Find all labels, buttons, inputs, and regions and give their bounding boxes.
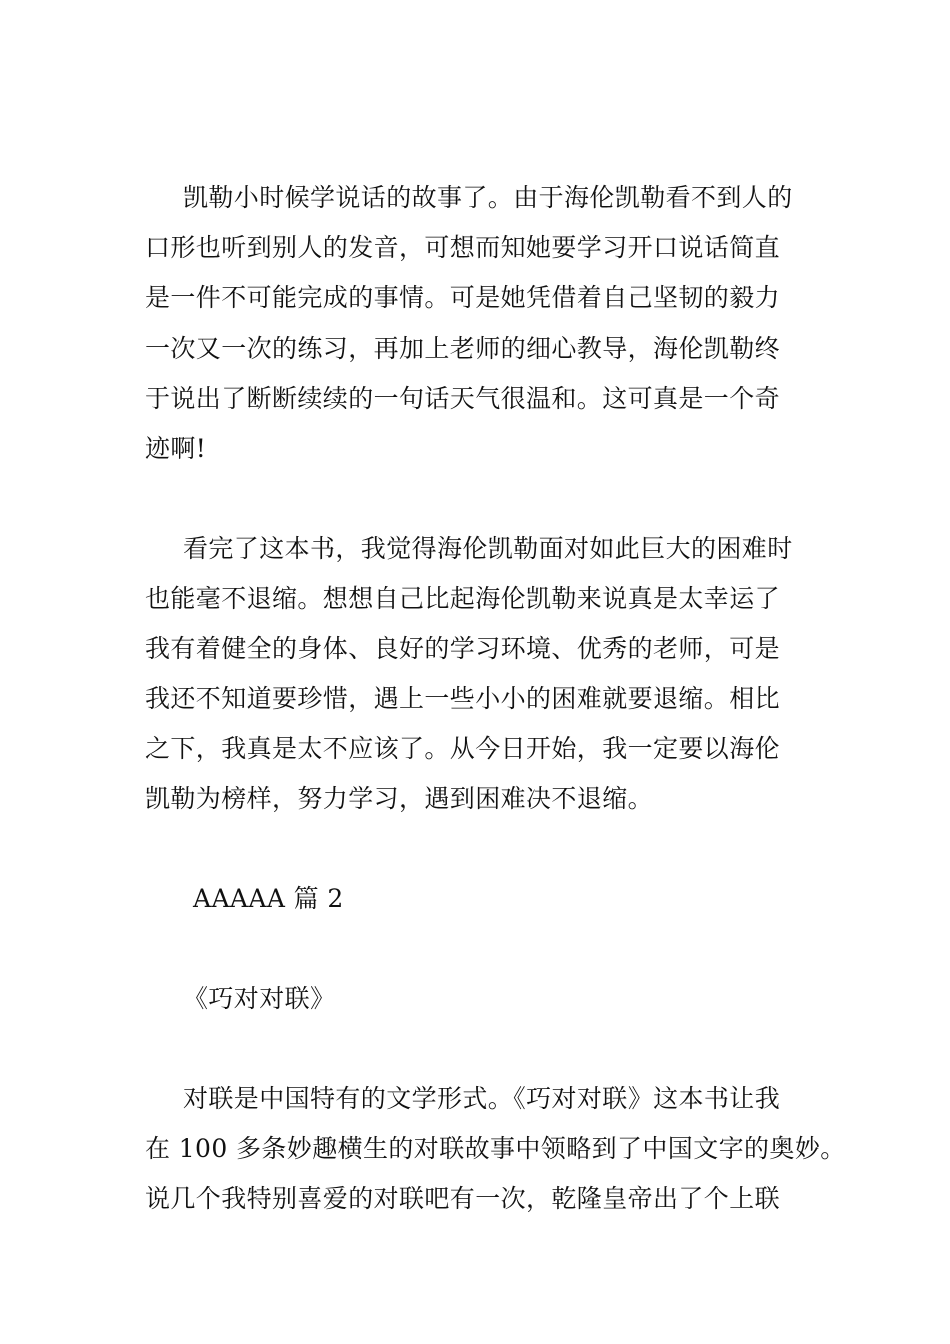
paragraph-1-line-5: 于说出了断断续续的一句话天气很温和。这可真是一个奇 (145, 384, 781, 413)
paragraph-1-line-4: 一次又一次的练习，再加上老师的细心教导，海伦凯勒终 (145, 334, 781, 363)
book-title: 《巧对对联》 (183, 984, 336, 1013)
paragraph-2-line-1: 看完了这本书，我觉得海伦凯勒面对如此巨大的困难时 (183, 534, 793, 563)
paragraph-3-line-2: 在 100 多条妙趣横生的对联故事中领略到了中国文字的奥妙。 (145, 1134, 846, 1163)
paragraph-2-line-4: 我还不知道要珍惜，遇上一些小小的困难就要退缩。相比 (145, 684, 781, 713)
paragraph-2-line-5: 之下，我真是太不应该了。从今日开始，我一定要以海伦 (145, 734, 781, 763)
paragraph-3-line-1: 对联是中国特有的文学形式。《巧对对联》这本书让我 (183, 1084, 781, 1113)
section-heading: AAAAA 篇 2 (193, 884, 344, 913)
paragraph-1-line-6: 迹啊! (145, 434, 207, 463)
paragraph-2-line-6: 凯勒为榜样，努力学习，遇到困难决不退缩。 (145, 784, 654, 813)
paragraph-1-line-3: 是一件不可能完成的事情。可是她凭借着自己坚韧的毅力 (145, 283, 781, 312)
paragraph-3-line-3: 说几个我特别喜爱的对联吧有一次，乾隆皇帝出了个上联 (145, 1184, 781, 1213)
paragraph-1-line-1: 凯勒小时候学说话的故事了。由于海伦凯勒看不到人的 (183, 183, 793, 212)
paragraph-2-line-2: 也能毫不退缩。想想自己比起海伦凯勒来说真是太幸运了 (145, 584, 781, 613)
paragraph-2-line-3: 我有着健全的身体、良好的学习环境、优秀的老师，可是 (145, 634, 781, 663)
paragraph-1-line-2: 口形也听到别人的发音，可想而知她要学习开口说话简直 (145, 233, 781, 262)
